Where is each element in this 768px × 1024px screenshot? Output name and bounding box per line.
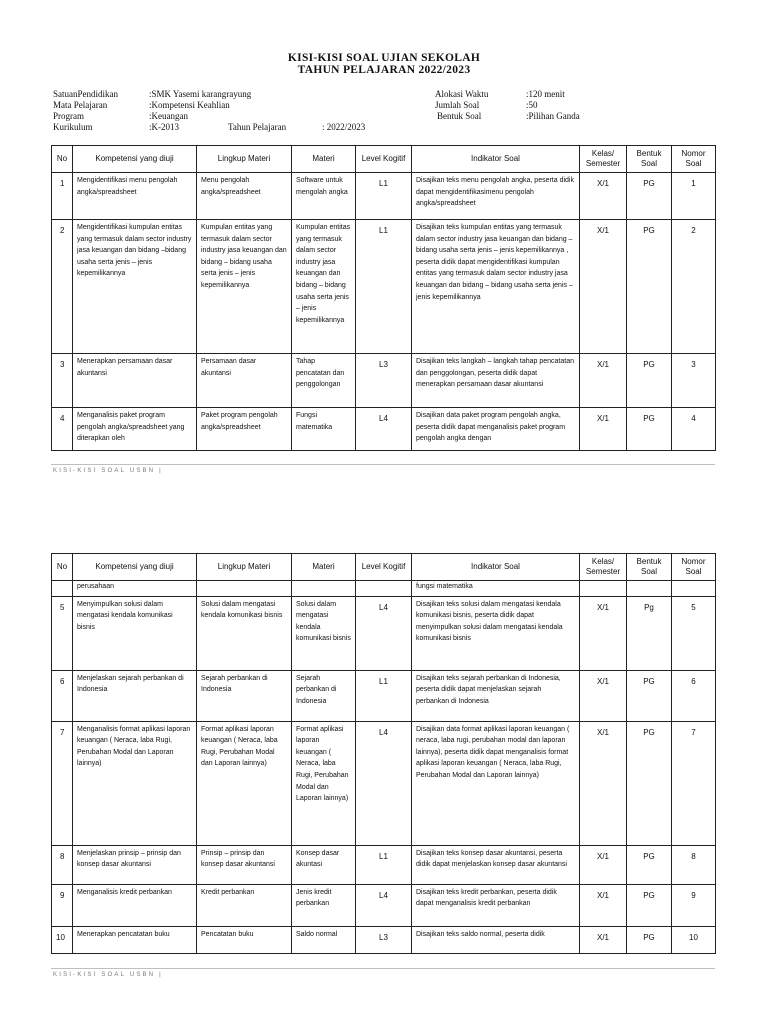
cell-indikator: Disajikan teks kumpulan entitas yang termasuk dalam sector industry jasa keuangan dan bidang – bidang usaha serta jenis – jenis kepemilikannya , peserta didik dapat mengidentifikasi kumpulan entitas yang termasuk dalam sector industry jasa keuangan dan bidang – bidang usaha serta jenis – jenis kepemilikannya — [412, 220, 580, 354]
cell-kompetensi: Menyimpulkan solusi dalam mengatasi kendala komunikasi bisnis — [73, 596, 197, 670]
cell-no: 9 — [52, 884, 73, 926]
column-header: Indikator Soal — [412, 554, 580, 581]
cell-level: L4 — [356, 408, 412, 451]
info-value-satuan: :SMK Yasemi karangrayung — [149, 89, 252, 99]
cell-kelas: X/1 — [580, 670, 627, 721]
cell-no: 1 — [52, 173, 73, 220]
cell-nomor: 5 — [672, 596, 716, 670]
cell-kelas: X/1 — [580, 173, 627, 220]
cell-kelas: X/1 — [580, 721, 627, 845]
table-row — [52, 354, 716, 408]
cell-kelas: X/1 — [580, 354, 627, 408]
cell-kompetensi: Menganalisis kredit perbankan — [73, 884, 197, 926]
cell-no: 5 — [52, 596, 73, 670]
info-value-jumlah: :50 — [526, 100, 538, 110]
cell-bentuk: Pg — [627, 596, 672, 670]
cell-lingkup — [197, 581, 292, 597]
cell-lingkup: Paket program pengolah angka/spreadsheet — [197, 408, 292, 451]
cell-materi — [292, 581, 356, 597]
cell-kelas: X/1 — [580, 220, 627, 354]
cell-indikator: fungsi matematika — [412, 581, 580, 597]
cell-nomor: 1 — [672, 173, 716, 220]
cell-bentuk: PG — [627, 173, 672, 220]
cell-bentuk: PG — [627, 408, 672, 451]
cell-no: 2 — [52, 220, 73, 354]
cell-kompetensi: Menjelaskan sejarah perbankan di Indonesia — [73, 670, 197, 721]
column-header: Materi — [292, 554, 356, 581]
cell-no: 8 — [52, 845, 73, 884]
info-label-program: Program — [53, 111, 84, 121]
cell-nomor: 10 — [672, 926, 716, 953]
cell-nomor: 8 — [672, 845, 716, 884]
cell-indikator: Disajikan data format aplikasi laporan keuangan ( neraca, laba rugi, perubahan modal dan laporan lainnya), peserta didik dapat menganalisis format aplikasi laporan keuangan ( Neraca, laba Rugi, Perubahan Modal dan Laporan lainnya) — [412, 721, 580, 845]
cell-no — [52, 581, 73, 597]
cell-bentuk: PG — [627, 926, 672, 953]
cell-lingkup: Pencatatan buku — [197, 926, 292, 953]
column-header: Kompetensi yang diuji — [73, 554, 197, 581]
cell-lingkup: Kredit perbankan — [197, 884, 292, 926]
cell-kompetensi: Mengidentifikasi menu pengolah angka/spreadsheet — [73, 173, 197, 220]
cell-nomor: 6 — [672, 670, 716, 721]
table-row — [52, 670, 716, 721]
table-header-row — [52, 554, 716, 581]
info-value-alokasi: :120 menit — [526, 89, 565, 99]
cell-bentuk: PG — [627, 884, 672, 926]
column-header: Indikator Soal — [412, 146, 580, 173]
cell-level — [356, 581, 412, 597]
cell-level: L4 — [356, 721, 412, 845]
cell-no: 7 — [52, 721, 73, 845]
info-value-bentuk: :Pilihan Ganda — [526, 111, 580, 121]
cell-indikator: Disajikan teks solusi dalam mengatasi kendala komunikasi bisnis, peserta didik dapat menyimpulkan solusi dalam mengatasi kendala komunikasi bisnis — [412, 596, 580, 670]
cell-materi: Jenis kredit perbankan — [292, 884, 356, 926]
cell-nomor: 7 — [672, 721, 716, 845]
cell-kompetensi: Menerapkan pencatatan buku — [73, 926, 197, 953]
cell-indikator: Disajikan teks kredit perbankan, peserta didik dapat menganalisis kredit perbankan — [412, 884, 580, 926]
cell-materi: Sejarah perbankan di Indonesia — [292, 670, 356, 721]
cell-level: L1 — [356, 670, 412, 721]
cell-level: L3 — [356, 354, 412, 408]
info-label-alokasi: Alokasi Waktu — [435, 89, 489, 99]
cell-kelas: X/1 — [580, 845, 627, 884]
info-label-jumlah: Jumlah Soal — [435, 100, 480, 110]
cell-level: L1 — [356, 845, 412, 884]
cell-indikator: Disajikan teks langkah – langkah tahap pencatatan dan penggolongan, peserta didik dapat menerapkan persamaan dasar akuntansi — [412, 354, 580, 408]
cell-lingkup: Sejarah perbankan di Indonesia — [197, 670, 292, 721]
cell-bentuk: PG — [627, 220, 672, 354]
cell-kompetensi: Mengidentifikasi kumpulan entitas yang termasuk dalam sector industry jasa keuangan dan bidang –bidang usaha serta jenis – jenis kepemilikannya — [73, 220, 197, 354]
cell-no: 10 — [52, 926, 73, 953]
cell-level: L1 — [356, 220, 412, 354]
cell-kelas: X/1 — [580, 926, 627, 953]
info-value-kurikulum: :K-2013 — [149, 122, 179, 132]
cell-materi: Kumpulan entitas yang termasuk dalam sector industry jasa keuangan dan bidang – bidang usaha serta jenis – jenis kepemilikannya — [292, 220, 356, 354]
cell-indikator: Disajikan teks saldo normal, peserta didik — [412, 926, 580, 953]
info-label-bentuk: Bentuk Soal — [437, 111, 482, 121]
table-row — [52, 596, 716, 670]
info-value-program: :Keuangan — [149, 111, 188, 121]
column-header: Kompetensi yang diuji — [73, 146, 197, 173]
info-value-mapel: :Kompetensi Keahlian — [149, 100, 230, 110]
cell-indikator: Disajikan teks menu pengolah angka, peserta didik dapat mengidentifikasimenu pengolah angka/spreadsheet — [412, 173, 580, 220]
cell-kelas: X/1 — [580, 408, 627, 451]
kisi-kisi-table-page-1 — [51, 145, 716, 451]
cell-bentuk: PG — [627, 845, 672, 884]
column-header: Lingkup Materi — [197, 554, 292, 581]
cell-kompetensi: Menjelaskan prinsip – prinsip dan konsep dasar akuntansi — [73, 845, 197, 884]
table-row — [52, 845, 716, 884]
cell-lingkup: Format aplikasi laporan keuangan ( Neraca, laba Rugi, Perubahan Modal dan Laporan lainnya) — [197, 721, 292, 845]
cell-level: L3 — [356, 926, 412, 953]
cell-indikator: Disajikan teks konsep dasar akuntansi, peserta didik dapat menjelaskan konsep dasar akuntansi — [412, 845, 580, 884]
cell-lingkup: Kumpulan entitas yang termasuk dalam sector industry jasa keuangan dan bidang – bidang usaha serta jenis – jenis kepemilikannya — [197, 220, 292, 354]
document-title: KISI-KISI SOAL UJIAN SEKOLAH — [287, 52, 481, 64]
cell-kompetensi: Menerapkan persamaan dasar akuntansi — [73, 354, 197, 408]
cell-kelas: X/1 — [580, 596, 627, 670]
cell-level: L4 — [356, 596, 412, 670]
cell-level: L4 — [356, 884, 412, 926]
cell-indikator: Disajikan teks sejarah perbankan di Indonesia, peserta didik dapat menjelaskan sejarah perbankan di Indonesia — [412, 670, 580, 721]
cell-nomor: 9 — [672, 884, 716, 926]
table-row — [52, 884, 716, 926]
info-label-satuan: SatuanPendidikan — [53, 89, 118, 99]
cell-bentuk: PG — [627, 721, 672, 845]
cell-level: L1 — [356, 173, 412, 220]
cell-no: 6 — [52, 670, 73, 721]
column-header: Bentuk Soal — [627, 146, 672, 173]
cell-kompetensi: Menganalisis paket program pengolah angka/spreadsheet yang diterapkan oleh — [73, 408, 197, 451]
column-header: No — [52, 146, 73, 173]
info-label-mapel: Mata Pelajaran — [53, 100, 108, 110]
table-row — [52, 173, 716, 220]
cell-nomor: 3 — [672, 354, 716, 408]
table-row — [52, 581, 716, 597]
cell-lingkup: Prinsip – prinsip dan konsep dasar akuntansi — [197, 845, 292, 884]
column-header: Level Kogitif — [356, 554, 412, 581]
cell-materi: Format aplikasi laporan keuangan ( Neraca, laba Rugi, Perubahan Modal dan Laporan lainnya) — [292, 721, 356, 845]
cell-kelas — [580, 581, 627, 597]
cell-no: 4 — [52, 408, 73, 451]
info-value-tahun: : 2022/2023 — [322, 122, 366, 132]
cell-kelas: X/1 — [580, 884, 627, 926]
document-subtitle: TAHUN PELAJARAN 2022/2023 — [297, 64, 471, 76]
cell-kompetensi: Menganalisis format aplikasi laporan keuangan ( Neraca, laba Rugi, Perubahan Modal dan Laporan lainnya) — [73, 721, 197, 845]
cell-nomor — [672, 581, 716, 597]
cell-bentuk: PG — [627, 670, 672, 721]
cell-bentuk — [627, 581, 672, 597]
page-footer: KISI-KISI SOAL USBN | — [53, 468, 163, 474]
footer-divider — [51, 968, 715, 969]
table-row — [52, 926, 716, 953]
info-label-kurikulum: Kurikulum — [53, 122, 93, 132]
cell-lingkup: Solusi dalam mengatasi kendala komunikasi bisnis — [197, 596, 292, 670]
cell-materi: Tahap pencatatan dan penggolongan — [292, 354, 356, 408]
cell-lingkup: Menu pengolah angka/spreadsheet — [197, 173, 292, 220]
column-header: Lingkup Materi — [197, 146, 292, 173]
cell-materi: Solusi dalam mengatasi kendala komunikasi bisnis — [292, 596, 356, 670]
cell-no: 3 — [52, 354, 73, 408]
cell-nomor: 4 — [672, 408, 716, 451]
table-header-row — [52, 146, 716, 173]
column-header: Nomor Soal — [672, 146, 716, 173]
table-row — [52, 408, 716, 451]
cell-nomor: 2 — [672, 220, 716, 354]
column-header: Materi — [292, 146, 356, 173]
footer-divider — [51, 464, 715, 465]
cell-kompetensi: perusahaan — [73, 581, 197, 597]
cell-materi: Fungsi matematika — [292, 408, 356, 451]
column-header: No — [52, 554, 73, 581]
column-header: Kelas/ Semester — [580, 554, 627, 581]
column-header: Kelas/ Semester — [580, 146, 627, 173]
cell-lingkup: Persamaan dasar akuntansi — [197, 354, 292, 408]
column-header: Bentuk Soal — [627, 554, 672, 581]
cell-bentuk: PG — [627, 354, 672, 408]
page-footer: KISI-KISI SOAL USBN | — [53, 972, 163, 978]
column-header: Level Kogitif — [356, 146, 412, 173]
cell-materi: Software untuk mengolah angka — [292, 173, 356, 220]
table-row — [52, 721, 716, 845]
cell-indikator: Disajikan data paket program pengolah angka, peserta didik dapat menganalisis paket program pengolah angka dengan — [412, 408, 580, 451]
cell-materi: Konsep dasar akuntasi — [292, 845, 356, 884]
kisi-kisi-table-page-2 — [51, 553, 716, 954]
cell-materi: Saldo normal — [292, 926, 356, 953]
column-header: Nomor Soal — [672, 554, 716, 581]
table-row — [52, 220, 716, 354]
info-label-tahun: Tahun Pelajaran — [228, 122, 287, 132]
